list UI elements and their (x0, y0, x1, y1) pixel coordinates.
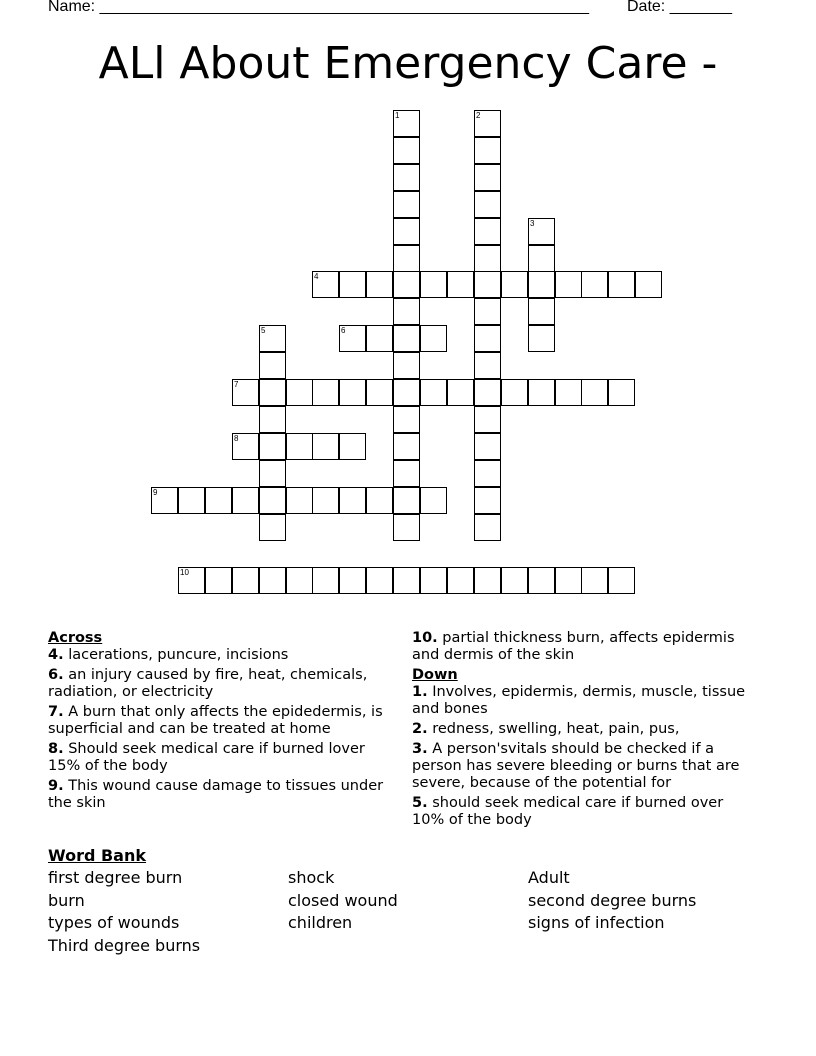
grid-cell[interactable] (581, 271, 608, 298)
grid-cell[interactable] (474, 164, 501, 191)
grid-cell[interactable] (528, 325, 555, 352)
grid-cell[interactable] (393, 514, 420, 541)
grid-cell[interactable] (259, 406, 286, 433)
grid-cell[interactable] (501, 379, 528, 406)
grid-cell[interactable] (259, 514, 286, 541)
grid-cell[interactable] (393, 137, 420, 164)
grid-cell[interactable] (232, 433, 259, 460)
cell-number: 8 (234, 434, 239, 443)
word-bank-item: shock (288, 868, 335, 887)
word-bank-item: burn (48, 891, 85, 910)
grid-cell[interactable] (474, 379, 501, 406)
grid-cell[interactable] (501, 567, 528, 594)
grid-cell[interactable] (232, 379, 259, 406)
cell-number: 1 (395, 111, 400, 120)
grid-cell[interactable] (286, 433, 313, 460)
grid-cell[interactable] (259, 325, 286, 352)
grid-cell[interactable] (420, 567, 447, 594)
grid-cell[interactable] (393, 487, 420, 514)
grid-cell[interactable] (259, 487, 286, 514)
cell-number: 2 (476, 111, 481, 120)
grid-cell[interactable] (339, 433, 366, 460)
clue-item (48, 778, 398, 812)
grid-cell[interactable] (447, 567, 474, 594)
grid-cell[interactable] (501, 271, 528, 298)
grid-cell[interactable] (528, 379, 555, 406)
grid-cell[interactable] (393, 406, 420, 433)
clue-item (48, 704, 398, 738)
grid-cell[interactable] (393, 567, 420, 594)
grid-cell[interactable] (528, 567, 555, 594)
grid-cell[interactable] (474, 218, 501, 245)
grid-cell[interactable] (474, 433, 501, 460)
clue-number: 2. (412, 721, 428, 737)
grid-cell[interactable] (474, 325, 501, 352)
grid-cell[interactable] (178, 567, 205, 594)
cell-number: 4 (314, 272, 319, 281)
clue-number: 9. (48, 778, 64, 794)
grid-cell[interactable] (420, 271, 447, 298)
grid-cell[interactable] (474, 514, 501, 541)
clue-number: 4. (48, 647, 64, 663)
clue-number: 8. (48, 741, 64, 757)
grid-cell[interactable] (447, 271, 474, 298)
word-bank-item: Adult (528, 868, 570, 887)
grid-cell[interactable] (474, 406, 501, 433)
grid-cell[interactable] (555, 379, 582, 406)
clue-text: A burn that only affects the epidedermis, is superficial and can be treated at home (48, 704, 383, 737)
grid-cell[interactable] (312, 379, 339, 406)
word-bank-item: closed wound (288, 891, 398, 910)
grid-cell[interactable] (474, 487, 501, 514)
grid-cell[interactable] (393, 325, 420, 352)
grid-cell[interactable] (339, 325, 366, 352)
grid-cell[interactable] (366, 325, 393, 352)
grid-cell[interactable] (393, 460, 420, 487)
grid-cell[interactable] (474, 271, 501, 298)
grid-cell[interactable] (635, 271, 662, 298)
across-heading: Across (48, 630, 103, 646)
grid-cell[interactable] (474, 567, 501, 594)
grid-cell[interactable] (393, 433, 420, 460)
grid-cell[interactable] (608, 271, 635, 298)
grid-cell[interactable] (581, 379, 608, 406)
word-bank-item: first degree burn (48, 868, 183, 887)
clue-text: This wound cause damage to tissues under the skin (48, 778, 384, 811)
grid-cell[interactable] (151, 487, 178, 514)
clue-text: Involves, epidermis, dermis, muscle, tissue and bones (412, 684, 746, 717)
grid-cell[interactable] (474, 110, 501, 137)
grid-cell[interactable] (232, 487, 259, 514)
grid-cell[interactable] (366, 567, 393, 594)
grid-cell[interactable] (474, 352, 501, 379)
grid-cell[interactable] (178, 487, 205, 514)
grid-cell[interactable] (608, 379, 635, 406)
grid-cell[interactable] (393, 379, 420, 406)
clue-number: 5. (412, 795, 428, 811)
clue-text: an injury caused by fire, heat, chemicals, radiation, or electricity (48, 667, 368, 700)
cell-number: 3 (530, 219, 535, 228)
grid-cell[interactable] (474, 137, 501, 164)
clue-item (48, 741, 398, 775)
grid-cell[interactable] (420, 379, 447, 406)
word-bank-item: signs of infection (528, 913, 665, 932)
grid-cell[interactable] (528, 298, 555, 325)
clue-item (412, 721, 757, 738)
clue-item (48, 647, 398, 664)
clue-text: partial thickness burn, affects epidermis and dermis of the skin (412, 630, 735, 663)
clue-number: 3. (412, 741, 428, 757)
grid-cell[interactable] (420, 487, 447, 514)
grid-cell[interactable] (474, 191, 501, 218)
cell-number: 7 (234, 380, 239, 389)
grid-cell[interactable] (286, 567, 313, 594)
word-bank-item: types of wounds (48, 913, 180, 932)
across-clue-list (48, 647, 398, 812)
cell-number: 9 (153, 488, 158, 497)
grid-cell[interactable] (339, 271, 366, 298)
grid-cell[interactable] (312, 271, 339, 298)
grid-cell[interactable] (393, 110, 420, 137)
clue-text: should seek medical care if burned over 10% of the body (412, 795, 724, 828)
grid-cell[interactable] (555, 567, 582, 594)
clue-number: 1. (412, 684, 428, 700)
grid-cell[interactable] (205, 487, 232, 514)
grid-cell[interactable] (339, 379, 366, 406)
grid-cell[interactable] (447, 379, 474, 406)
clue-text: lacerations, puncure, incisions (63, 647, 289, 663)
grid-cell[interactable] (528, 271, 555, 298)
cell-number: 10 (180, 568, 189, 577)
cell-number: 6 (341, 326, 346, 335)
clue-text: redness, swelling, heat, pain, pus, (427, 721, 680, 737)
clue-text: Should seek medical care if burned lover 15% of the body (48, 741, 365, 774)
clues-right-column (412, 630, 757, 832)
grid-cell[interactable] (312, 433, 339, 460)
clue-item (412, 684, 757, 718)
grid-cell[interactable] (232, 567, 259, 594)
grid-cell[interactable] (393, 245, 420, 272)
grid-cell[interactable] (259, 379, 286, 406)
grid-cell[interactable] (205, 567, 232, 594)
clue-number: 6. (48, 667, 64, 683)
clue-item (48, 667, 398, 701)
grid-cell[interactable] (474, 460, 501, 487)
clue-text: A person'svitals should be checked if a person has severe bleeding or burns that are severe, because of the potential for (412, 741, 740, 791)
page-title: ALl About Emergency Care - (98, 38, 718, 89)
grid-cell[interactable] (259, 567, 286, 594)
grid-cell[interactable] (366, 271, 393, 298)
grid-cell[interactable] (259, 433, 286, 460)
clue-number: 7. (48, 704, 64, 720)
date-line: Date: _______ (627, 0, 732, 15)
down-heading: Down (412, 667, 458, 683)
across-clue-list-continued (412, 630, 757, 664)
grid-cell[interactable] (474, 245, 501, 272)
grid-cell[interactable] (420, 325, 447, 352)
clues-left-column (48, 630, 398, 815)
grid-cell[interactable] (339, 487, 366, 514)
clue-number: 10. (412, 630, 438, 646)
grid-cell[interactable] (366, 487, 393, 514)
grid-cell[interactable] (528, 218, 555, 245)
grid-cell[interactable] (312, 567, 339, 594)
grid-cell[interactable] (393, 352, 420, 379)
grid-cell[interactable] (312, 487, 339, 514)
grid-cell[interactable] (474, 298, 501, 325)
grid-cell[interactable] (528, 245, 555, 272)
grid-cell[interactable] (259, 352, 286, 379)
name-line: Name: _______________________________________________________ (48, 0, 589, 15)
grid-cell[interactable] (393, 218, 420, 245)
grid-cell[interactable] (393, 191, 420, 218)
grid-cell[interactable] (393, 298, 420, 325)
word-bank-item: children (288, 913, 353, 932)
down-clue-list (412, 684, 757, 829)
word-bank-item: Third degree burns (48, 936, 201, 955)
cell-number: 5 (261, 326, 266, 335)
clue-item (412, 741, 757, 792)
grid-cell[interactable] (339, 567, 366, 594)
grid-cell[interactable] (286, 379, 313, 406)
grid-cell[interactable] (366, 379, 393, 406)
grid-cell[interactable] (581, 567, 608, 594)
grid-cell[interactable] (608, 567, 635, 594)
clue-item (412, 630, 757, 664)
grid-cell[interactable] (259, 460, 286, 487)
clue-item (412, 795, 757, 829)
word-bank-heading: Word Bank (48, 846, 147, 865)
grid-cell[interactable] (286, 487, 313, 514)
grid-cell[interactable] (555, 271, 582, 298)
grid-cell[interactable] (393, 164, 420, 191)
word-bank-item: second degree burns (528, 891, 697, 910)
grid-cell[interactable] (393, 271, 420, 298)
